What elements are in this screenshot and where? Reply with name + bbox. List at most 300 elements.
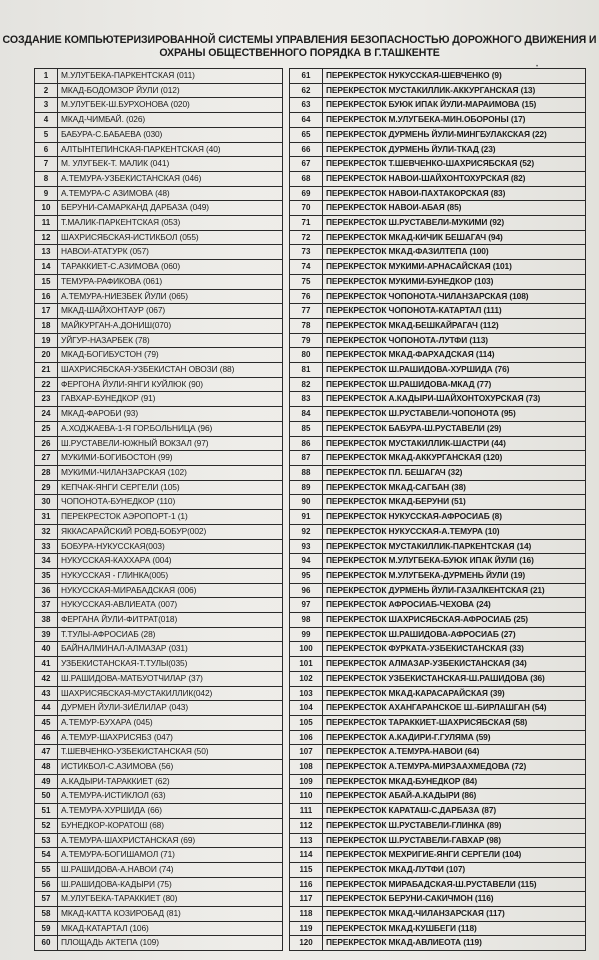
row-number: 50 (35, 789, 58, 804)
row-number: 49 (35, 774, 58, 789)
intersection-name: МКАД-ШАЙХОНТАУР (067) (58, 304, 283, 319)
intersection-name: ПЕРЕКРЕСТОК БЕРУНИ-САКИЧМОН (116) (323, 892, 586, 907)
intersection-name: М.УЛУГБЕКА-ПАРКЕНТСКАЯ (011) (58, 69, 283, 84)
row-number: 85 (290, 421, 323, 436)
row-number: 73 (290, 245, 323, 260)
intersection-name: БАЙНАЛМИНАЛ-АЛМАЗАР (031) (58, 642, 283, 657)
table-row (35, 186, 283, 201)
row-number: 57 (35, 892, 58, 907)
intersection-name: А.КАДЫРИ-ТАРАККИЕТ (62) (58, 774, 283, 789)
intersection-name: А.ТЕМУР-БУХАРА (045) (58, 715, 283, 730)
row-number: 92 (290, 524, 323, 539)
row-number: 98 (290, 613, 323, 628)
intersection-name: ПЕРЕКРЕСТОК НУКУССКАЯ-А.ТЕМУРА (10) (323, 524, 586, 539)
intersection-name: ПЕРЕКРЕСТОК М.УЛУГБЕКА-ДУРМЕНЬ ЙУЛИ (19) (323, 568, 586, 583)
row-number: 39 (35, 627, 58, 642)
intersection-name: ПЕРЕКРЕСТОК МИРАБАДСКАЯ-Ш.РУСТАВЕЛИ (115) (323, 877, 586, 892)
intersection-name: ПЕРЕКРЕСТОК ФУРКАТА-УЗБЕКИСТАНСКАЯ (33) (323, 642, 586, 657)
intersection-name: УЙГУР-НАЗАРБЕК (78) (58, 333, 283, 348)
right-table (289, 68, 586, 951)
table-row (35, 348, 283, 363)
row-number: 52 (35, 818, 58, 833)
row-number: 105 (290, 715, 323, 730)
row-number: 81 (290, 363, 323, 378)
table-row (290, 642, 586, 657)
table-row (35, 436, 283, 451)
intersection-name: ПЕРЕКРЕСТОК Ш.РАШИДОВА-АФРОСИАБ (27) (323, 627, 586, 642)
intersection-name: ПЕРЕКРЕСТОК ДУРМЕНЬ ЙУЛИ-ГАЗАЛКЕНТСКАЯ (21) (323, 583, 586, 598)
row-number: 77 (290, 304, 323, 319)
row-number: 32 (35, 524, 58, 539)
intersection-name: ПЕРЕКРЕСТОК Ш.РУСТАВЕЛИ-ГАВХАР (98) (323, 833, 586, 848)
table-row (35, 701, 283, 716)
table-row (290, 877, 586, 892)
table-row (35, 318, 283, 333)
row-number: 20 (35, 348, 58, 363)
row-number: 84 (290, 407, 323, 422)
table-row (290, 333, 586, 348)
table-row (290, 818, 586, 833)
table-row (35, 804, 283, 819)
intersection-name: ПЕРЕКРЕСТОК А.КАДЫРИ-ШАЙХОНТОХУРСКАЯ (73) (323, 392, 586, 407)
table-row (290, 289, 586, 304)
table-row (35, 451, 283, 466)
table-row (290, 554, 586, 569)
intersection-name: ПЕРЕКРЕСТОК МКАД-ЧИЛАНЗАРСКАЯ (117) (323, 907, 586, 922)
table-row (35, 113, 283, 128)
intersection-name: МКАД-ФАРОБИ (93) (58, 407, 283, 422)
table-row (290, 186, 586, 201)
table-row (35, 171, 283, 186)
intersection-name: ПЕРЕКРЕСТОК АХАНГАРАНСКОЕ Ш.-БИРЛАШГАН (54) (323, 701, 586, 716)
row-number: 35 (35, 568, 58, 583)
table-row (35, 539, 283, 554)
intersection-name: ПЕРЕКРЕСТОК АБАЙ-А.КАДЫРИ (86) (323, 789, 586, 804)
intersection-name: ПЕРЕКРЕСТОК МКАД-САГБАН (38) (323, 480, 586, 495)
intersection-name: ПЕРЕКРЕСТОК МУКИМИ-БУНЕДКОР (103) (323, 274, 586, 289)
intersection-name: БАБУРА-С.БАБАЕВА (030) (58, 127, 283, 142)
intersection-name: ПЕРЕКРЕСТОК МКАД-БУНЕДКОР (84) (323, 774, 586, 789)
intersection-name: НАВОИ-АТАТУРК (057) (58, 245, 283, 260)
row-number: 56 (35, 877, 58, 892)
row-number: 17 (35, 304, 58, 319)
table-row (35, 848, 283, 863)
row-number: 63 (290, 98, 323, 113)
intersection-name: ПЕРЕКРЕСТОК Т.ШЕВЧЕНКО-ШАХРИСЯБСКАЯ (52) (323, 157, 586, 172)
table-row (290, 318, 586, 333)
row-number: 87 (290, 451, 323, 466)
row-number: 15 (35, 274, 58, 289)
table-row (290, 892, 586, 907)
table-row (35, 568, 283, 583)
row-number: 29 (35, 480, 58, 495)
table-row (290, 201, 586, 216)
table-row (35, 877, 283, 892)
row-number: 64 (290, 113, 323, 128)
row-number: 90 (290, 495, 323, 510)
row-number: 42 (35, 671, 58, 686)
table-row (35, 760, 283, 775)
row-number: 60 (35, 936, 58, 951)
table-row (35, 69, 283, 84)
row-number: 66 (290, 142, 323, 157)
table-row (290, 568, 586, 583)
row-number: 10 (35, 201, 58, 216)
intersection-name: ИСТИКБОЛ-С.АЗИМОВА (56) (58, 760, 283, 775)
intersection-name: ПЕРЕКРЕСТОК КАРАТАШ-С.ДАРБАЗА (87) (323, 804, 586, 819)
left-table (34, 68, 283, 951)
row-number: 112 (290, 818, 323, 833)
table-row (35, 789, 283, 804)
intersection-name: ПЕРЕКРЕСТОК ПЛ. БЕШАГАЧ (32) (323, 465, 586, 480)
table-row (35, 862, 283, 877)
row-number: 40 (35, 642, 58, 657)
intersection-name: Т.ТУЛЫ-АФРОСИАБ (28) (58, 627, 283, 642)
row-number: 13 (35, 245, 58, 260)
table-row (35, 495, 283, 510)
table-row (290, 157, 586, 172)
intersection-name: Ш.РУСТАВЕЛИ-ЮЖНЫЙ ВОКЗАЛ (97) (58, 436, 283, 451)
intersection-name: МУКИМИ-БОГИБОСТОН (99) (58, 451, 283, 466)
table-row (290, 745, 586, 760)
row-number: 71 (290, 216, 323, 231)
row-number: 89 (290, 480, 323, 495)
row-number: 24 (35, 407, 58, 422)
intersection-name: Т.ШЕВЧЕНКО-УЗБЕКИСТАНСКАЯ (50) (58, 745, 283, 760)
intersection-name: ФЕРГАНА ЙУЛИ-ФИТРАТ(018) (58, 613, 283, 628)
row-number: 26 (35, 436, 58, 451)
table-row (35, 157, 283, 172)
table-row (290, 451, 586, 466)
intersection-name: ПЛОЩАДЬ АКТЕПА (109) (58, 936, 283, 951)
intersection-name: БУНЕДКОР-КОРАТОШ (68) (58, 818, 283, 833)
table-row (290, 804, 586, 819)
row-number: 119 (290, 921, 323, 936)
table-row (35, 613, 283, 628)
row-number: 25 (35, 421, 58, 436)
table-row (35, 936, 283, 951)
table-row (35, 127, 283, 142)
table-row (290, 495, 586, 510)
table-row (35, 524, 283, 539)
table-row (290, 274, 586, 289)
table-row (35, 245, 283, 260)
row-number: 12 (35, 230, 58, 245)
table-row (35, 407, 283, 422)
table-row (290, 598, 586, 613)
intersection-name: НУКУССКАЯ-КАХХАРА (004) (58, 554, 283, 569)
intersection-name: МКАД-ЧИМБАЙ. (026) (58, 113, 283, 128)
intersection-name: ПЕРЕКРЕСТОК Ш.РУСТАВЕЛИ-ЧОПОНОТА (95) (323, 407, 586, 422)
row-number: 9 (35, 186, 58, 201)
title-line-1: СОЗДАНИЕ КОМПЬЮТЕРИЗИРОВАННОЙ СИСТЕМЫ УПРАВЛЕНИЯ БЕЗОПАСНОСТЬЮ ДОРОЖНОГО ДВИЖЕНИЯ И (2, 34, 597, 46)
table-row (290, 613, 586, 628)
table-row (290, 936, 586, 951)
intersection-name: А.ТЕМУРА-УЗБЕКИСТАНСКАЯ (046) (58, 171, 283, 186)
table-row (290, 774, 586, 789)
row-number: 45 (35, 715, 58, 730)
table-row (290, 480, 586, 495)
row-number: 107 (290, 745, 323, 760)
row-number: 68 (290, 171, 323, 186)
row-number: 103 (290, 686, 323, 701)
row-number: 110 (290, 789, 323, 804)
table-row (35, 465, 283, 480)
row-number: 59 (35, 921, 58, 936)
row-number: 95 (290, 568, 323, 583)
row-number: 101 (290, 657, 323, 672)
row-number: 58 (35, 907, 58, 922)
table-row (35, 627, 283, 642)
intersection-name: ПЕРЕКРЕСТОК АФРОСИАБ-ЧЕХОВА (24) (323, 598, 586, 613)
row-number: 72 (290, 230, 323, 245)
row-number: 94 (290, 554, 323, 569)
table-row (290, 363, 586, 378)
intersection-name: ПЕРЕКРЕСТОК Ш.РУСТАВЕЛИ-ГЛИНКА (89) (323, 818, 586, 833)
intersection-name: ПЕРЕКРЕСТОК НУКУССКАЯ-АФРОСИАБ (8) (323, 510, 586, 525)
table-row (290, 407, 586, 422)
intersection-name: АЛТЫНТЕПИНСКАЯ-ПАРКЕНТСКАЯ (40) (58, 142, 283, 157)
intersection-name: ПЕРЕКРЕСТОК ТАРАККИЕТ-ШАХРИСЯБСКАЯ (58) (323, 715, 586, 730)
table-row (35, 333, 283, 348)
table-row (35, 274, 283, 289)
intersection-name: М.УЛУГБЕК-Ш.БУРХОНОВА (020) (58, 98, 283, 113)
page-mark: • (536, 64, 539, 70)
table-row (35, 392, 283, 407)
table-row (290, 245, 586, 260)
intersection-name: ПЕРЕКРЕСТОК МУСТАКИЛЛИК-ПАРКЕНТСКАЯ (14) (323, 539, 586, 554)
table-row (35, 377, 283, 392)
row-number: 8 (35, 171, 58, 186)
row-number: 75 (290, 274, 323, 289)
row-number: 108 (290, 760, 323, 775)
row-number: 41 (35, 657, 58, 672)
intersection-name: ПЕРЕКРЕСТОК ДУРМЕНЬ ЙУЛИ-ТКАД (23) (323, 142, 586, 157)
row-number: 102 (290, 671, 323, 686)
row-number: 80 (290, 348, 323, 363)
row-number: 14 (35, 260, 58, 275)
intersection-name: МАЙКУРГАН-А.ДОНИШ(070) (58, 318, 283, 333)
table-row (290, 862, 586, 877)
intersection-name: ПЕРЕКРЕСТОК ЧОПОНОТА-ЛУТФИ (113) (323, 333, 586, 348)
table-row (35, 818, 283, 833)
intersection-name: МУКИМИ-ЧИЛАНЗАРСКАЯ (102) (58, 465, 283, 480)
intersection-name: А.ТЕМУРА-БОГИШАМОЛ (71) (58, 848, 283, 863)
table-row (35, 686, 283, 701)
row-number: 5 (35, 127, 58, 142)
table-row (290, 83, 586, 98)
intersection-name: МКАД-КАТТА КОЗИРОБАД (81) (58, 907, 283, 922)
intersection-name: ПЕРЕКРЕСТОК БУЮК ИПАК ЙУЛИ-МАРАИМОВА (15) (323, 98, 586, 113)
table-row (290, 436, 586, 451)
row-number: 34 (35, 554, 58, 569)
intersection-name: ПЕРЕКРЕСТОК А.ТЕМУРА-НАВОИ (64) (323, 745, 586, 760)
table-row (35, 642, 283, 657)
intersection-name: ПЕРЕКРЕСТОК МКАД-ФАЗИЛТЕПА (100) (323, 245, 586, 260)
intersection-name: ПЕРЕКРЕСТОК Ш.РАШИДОВА-МКАД (77) (323, 377, 586, 392)
row-number: 28 (35, 465, 58, 480)
intersection-name: ФЕРГОНА ЙУЛИ-ЯНГИ КУЙЛЮК (90) (58, 377, 283, 392)
row-number: 48 (35, 760, 58, 775)
table-row (35, 907, 283, 922)
intersection-name: ТАРАККИЕТ-С.АЗИМОВА (060) (58, 260, 283, 275)
row-number: 53 (35, 833, 58, 848)
intersection-name: ПЕРЕКРЕСТОК М.УЛУГБЕКА-МИН.ОБОРОНЫ (17) (323, 113, 586, 128)
row-number: 106 (290, 730, 323, 745)
row-number: 18 (35, 318, 58, 333)
table-row (290, 171, 586, 186)
intersection-name: А.ТЕМУР-ШАХРИСЯБЗ (047) (58, 730, 283, 745)
intersection-name: ПЕРЕКРЕСТОК БАБУРА-Ш.РУСТАВЕЛИ (29) (323, 421, 586, 436)
table-row (290, 671, 586, 686)
row-number: 97 (290, 598, 323, 613)
intersection-name: А.ХОДЖАЕВА-1-Я ГОР.БОЛЬНИЦА (96) (58, 421, 283, 436)
table-row (290, 348, 586, 363)
intersection-name: А.ТЕМУРА-ХУРШИДА (66) (58, 804, 283, 819)
intersection-name: ПЕРЕКРЕСТОК Ш.РАШИДОВА-ХУРШИДА (76) (323, 363, 586, 378)
intersection-name: ЯККАСАРАЙСКИЙ РОВД-БОБУР(002) (58, 524, 283, 539)
row-number: 93 (290, 539, 323, 554)
table-row (290, 627, 586, 642)
intersection-name: ПЕРЕКРЕСТОК НАВОИ-ШАЙХОНТОХУРСКАЯ (82) (323, 171, 586, 186)
row-number: 70 (290, 201, 323, 216)
intersection-name: ПЕРЕКРЕСТОК Ш.РУСТАВЕЛИ-МУКИМИ (92) (323, 216, 586, 231)
table-row (35, 230, 283, 245)
intersection-name: МКАД-БОГИБУСТОН (79) (58, 348, 283, 363)
table-row (290, 98, 586, 113)
intersection-name: А.ТЕМУРА-ИСТИКЛОЛ (63) (58, 789, 283, 804)
table-row (290, 377, 586, 392)
intersection-name: ПЕРЕКРЕСТОК А.КАДИРИ-Г.ГУЛЯМА (59) (323, 730, 586, 745)
table-row (35, 833, 283, 848)
row-number: 16 (35, 289, 58, 304)
row-number: 47 (35, 745, 58, 760)
intersection-name: БОБУРА-НУКУССКАЯ(003) (58, 539, 283, 554)
table-row (290, 510, 586, 525)
row-number: 61 (290, 69, 323, 84)
row-number: 86 (290, 436, 323, 451)
table-row (290, 833, 586, 848)
intersection-name: Ш.РАШИДОВА-А.НАВОИ (74) (58, 862, 283, 877)
intersection-name: ТЕМУРА-РАФИКОВА (061) (58, 274, 283, 289)
intersection-name: БЕРУНИ-САМАРКАНД ДАРБАЗА (049) (58, 201, 283, 216)
intersection-name: МКАД-БОДОМЗОР ЙУЛИ (012) (58, 83, 283, 98)
table-row (35, 657, 283, 672)
row-number: 67 (290, 157, 323, 172)
intersection-name: А.ТЕМУРА-НИЕЗБЕК ЙУЛИ (065) (58, 289, 283, 304)
row-number: 117 (290, 892, 323, 907)
row-number: 120 (290, 936, 323, 951)
row-number: 74 (290, 260, 323, 275)
table-row (290, 142, 586, 157)
row-number: 82 (290, 377, 323, 392)
table-row (35, 216, 283, 231)
row-number: 100 (290, 642, 323, 657)
intersection-name: МКАД-КАТАРТАЛ (106) (58, 921, 283, 936)
row-number: 104 (290, 701, 323, 716)
intersection-name: НУКУССКАЯ - ГЛИНКА(005) (58, 568, 283, 583)
table-row (290, 392, 586, 407)
intersection-name: КЕПЧАК-ЯНГИ СЕРГЕЛИ (105) (58, 480, 283, 495)
table-row (290, 539, 586, 554)
table-row (35, 554, 283, 569)
intersection-name: ДУРМЕН ЙУЛИ-ЗИЁЛИЛАР (043) (58, 701, 283, 716)
row-number: 3 (35, 98, 58, 113)
table-row (290, 583, 586, 598)
table-row (290, 921, 586, 936)
table-row (35, 98, 283, 113)
row-number: 115 (290, 862, 323, 877)
row-number: 79 (290, 333, 323, 348)
row-number: 38 (35, 613, 58, 628)
intersection-name: Т.МАЛИК-ПАРКЕНТСКАЯ (053) (58, 216, 283, 231)
intersection-name: ПЕРЕКРЕСТОК ШАХРИСЯБСКАЯ-АФРОСИАБ (25) (323, 613, 586, 628)
intersection-name: ПЕРЕКРЕСТОК НАВОИ-АБАЯ (85) (323, 201, 586, 216)
row-number: 116 (290, 877, 323, 892)
table-row (35, 289, 283, 304)
intersection-name: Ш.РАШИДОВА-МАТБУОТЧИЛАР (37) (58, 671, 283, 686)
table-row (35, 921, 283, 936)
table-row (35, 892, 283, 907)
table-row (35, 201, 283, 216)
table-row (290, 260, 586, 275)
intersection-name: НУКУССКАЯ-МИРАБАДСКАЯ (006) (58, 583, 283, 598)
intersection-name: ШАХРИСЯБСКАЯ-УЗБЕКИСТАН ОВОЗИ (88) (58, 363, 283, 378)
row-number: 31 (35, 510, 58, 525)
intersection-name: ПЕРЕКРЕСТОК УЗБЕКИСТАНСКАЯ-Ш.РАШИДОВА (36) (323, 671, 586, 686)
intersection-name: М.УЛУГБЕКА-ТАРАККИЕТ (80) (58, 892, 283, 907)
row-number: 88 (290, 465, 323, 480)
row-number: 69 (290, 186, 323, 201)
row-number: 114 (290, 848, 323, 863)
intersection-name: ПЕРЕКРЕСТОК МКАД-АВЛИЕОТА (119) (323, 936, 586, 951)
intersection-name: ПЕРЕКРЕСТОК НАВОИ-ПАХТАКОРСКАЯ (83) (323, 186, 586, 201)
row-number: 99 (290, 627, 323, 642)
row-number: 23 (35, 392, 58, 407)
table-row (290, 715, 586, 730)
table-row (290, 686, 586, 701)
intersection-name: ПЕРЕКРЕСТОК А.ТЕМУРА-МИРЗААХМЕДОВА (72) (323, 760, 586, 775)
table-row (35, 260, 283, 275)
table-row (290, 69, 586, 84)
intersection-name: А.ТЕМУРА-ШАХРИСТАНСКАЯ (69) (58, 833, 283, 848)
row-number: 37 (35, 598, 58, 613)
row-number: 118 (290, 907, 323, 922)
table-row (290, 701, 586, 716)
intersection-name: А.ТЕМУРА-С АЗИМОВА (48) (58, 186, 283, 201)
table-row (35, 715, 283, 730)
intersection-name: ГАВХАР-БУНЕДКОР (91) (58, 392, 283, 407)
row-number: 22 (35, 377, 58, 392)
intersection-name: ПЕРЕКРЕСТОК МУКИМИ-АРНАСАЙСКАЯ (101) (323, 260, 586, 275)
row-number: 46 (35, 730, 58, 745)
intersection-name: ПЕРЕКРЕСТОК МКАД-КИЧИК БЕШАГАЧ (94) (323, 230, 586, 245)
row-number: 76 (290, 289, 323, 304)
intersection-name: ПЕРЕКРЕСТОК МКАД-АККУРГАНСКАЯ (120) (323, 451, 586, 466)
table-row (35, 598, 283, 613)
intersection-name: НУКУССКАЯ-АВЛИЕАТА (007) (58, 598, 283, 613)
intersection-name: ПЕРЕКРЕСТОК МКАД-ФАРХАДСКАЯ (114) (323, 348, 586, 363)
row-number: 27 (35, 451, 58, 466)
table-row (290, 465, 586, 480)
table-row (35, 730, 283, 745)
table-row (290, 230, 586, 245)
table-row (290, 127, 586, 142)
table-row (35, 510, 283, 525)
row-number: 78 (290, 318, 323, 333)
row-number: 91 (290, 510, 323, 525)
row-number: 62 (290, 83, 323, 98)
